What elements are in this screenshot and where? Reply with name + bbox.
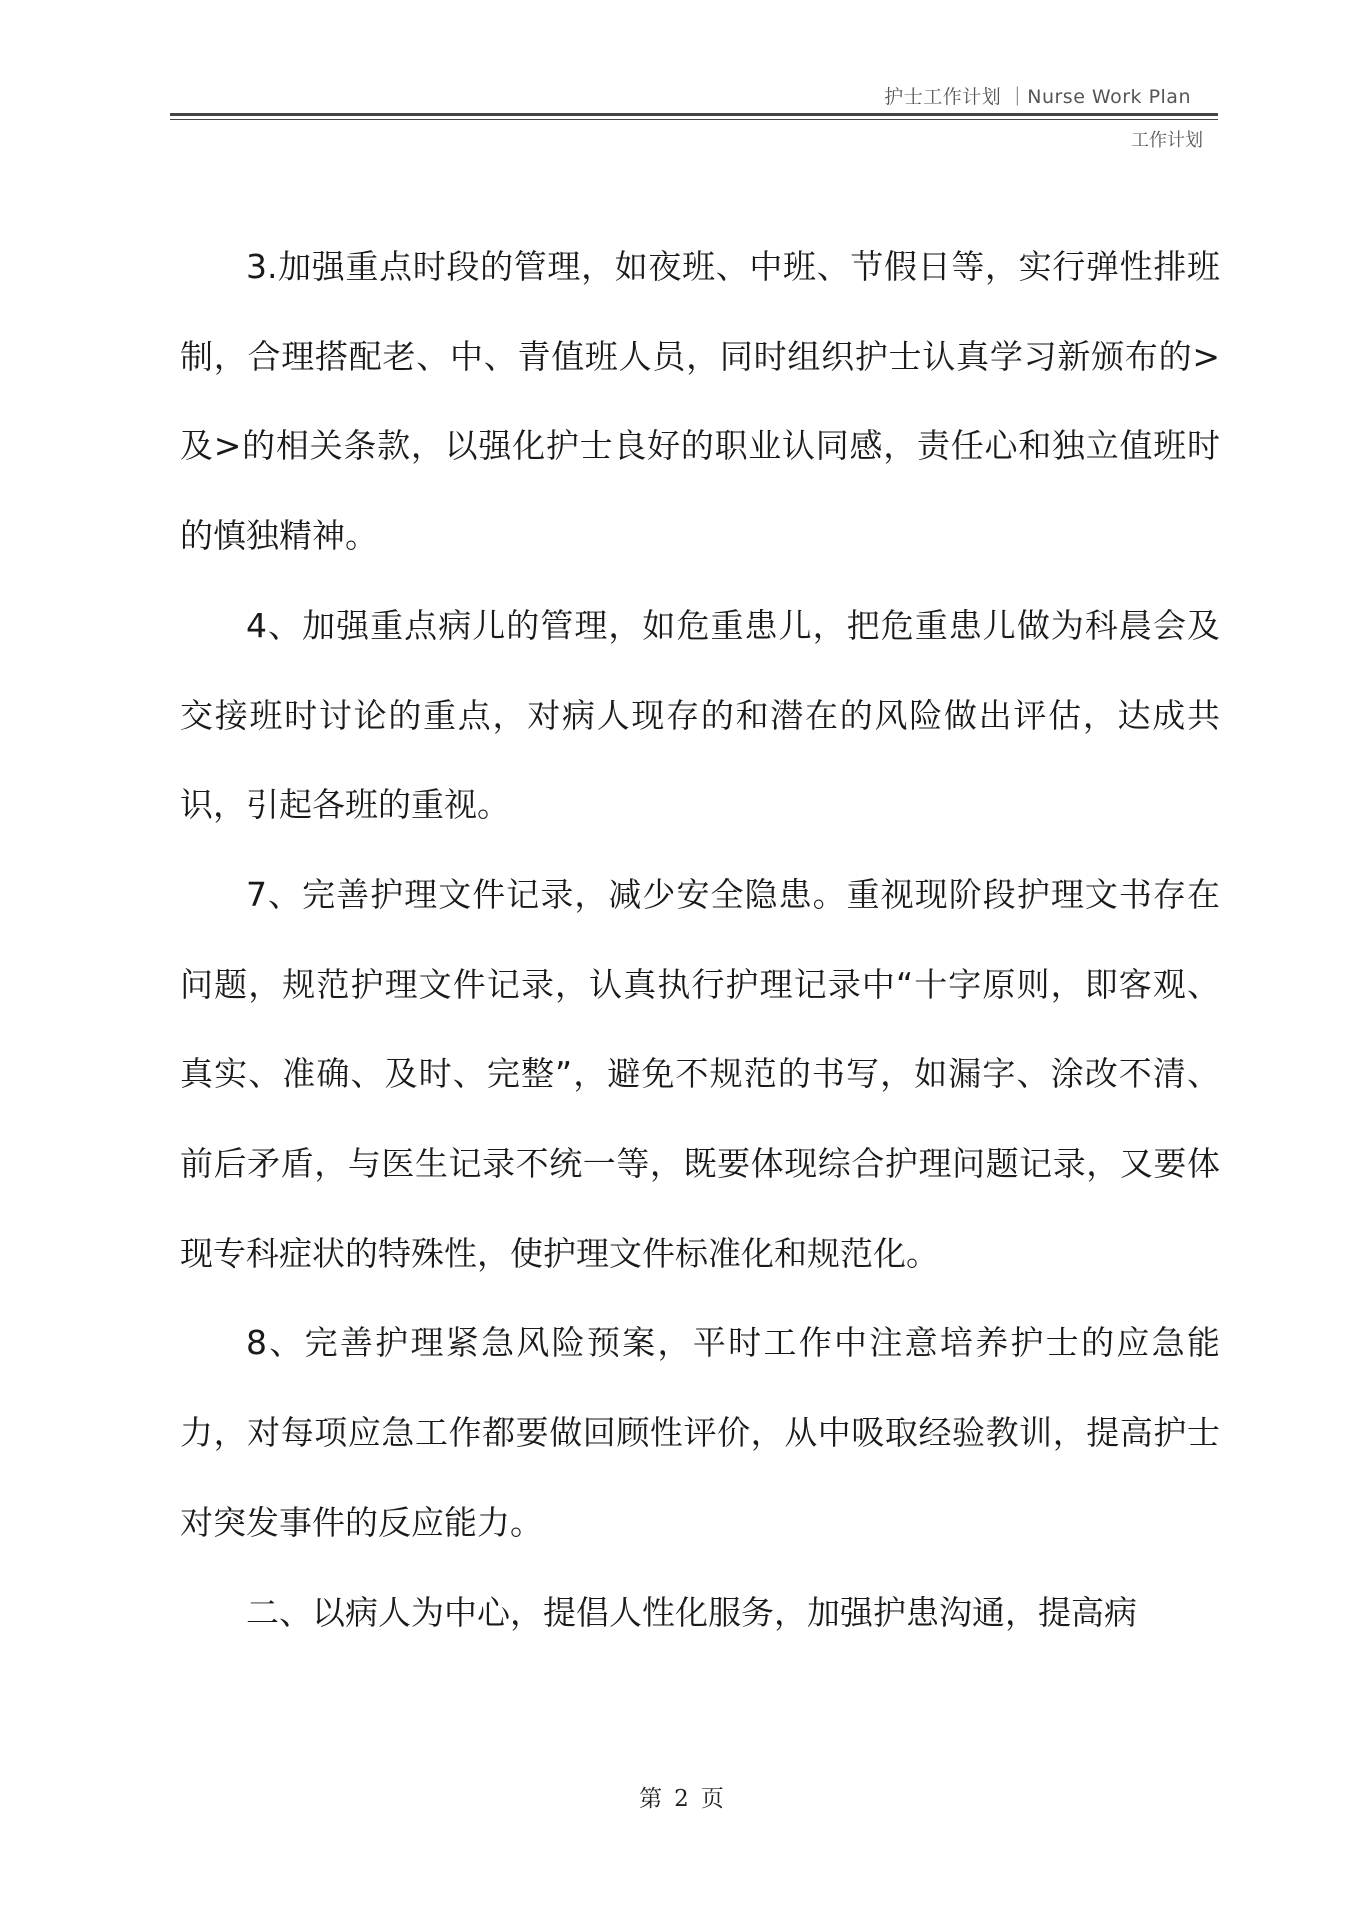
page-label-suffix: 页 <box>700 1786 724 1812</box>
page-number: 2 <box>674 1786 689 1812</box>
header-divider <box>170 113 1218 116</box>
paragraph: 二、以病人为中心，提倡人性化服务，加强护患沟通，提高病 <box>246 1592 1137 1632</box>
header-divider-thin <box>170 119 1218 120</box>
paragraph: 8、完善护理紧急风险预案，平时工作中注意培养护士的应急能力，对每项应急工作都要做回顾性评价，从中吸取经验教训，提高护士对突发事件的反应能力。 <box>180 1323 1220 1542</box>
paragraph: 4、加强重点病儿的管理，如危重患儿，把危重患儿做为科晨会及交接班时讨论的重点，对病人现存的和潜在的风险做出评估，达成共识，引起各班的重视。 <box>180 605 1220 825</box>
paragraph: 7、完善护理文件记录，减少安全隐患。重视现阶段护理文书存在问题，规范护理文件记录，认真执行护理记录中“十字原则，即客观、真实、准确、及时、完整”，避免不规范的书写，如漏字、涂改不清、前后矛盾，与医生记录不统一等，既要体现综合护理问题记录，又要体现专科症状的特殊性，使护理文件标准化和规范化。 <box>180 874 1220 1273</box>
document-body <box>180 222 1220 1657</box>
paragraph: 3.加强重点时段的管理，如夜班、中班、节假日等，实行弹性排班制，合理搭配老、中、青值班人员，同时组织护士认真学习新颁布的>及>的相关条款，以强化护士良好的职业认同感，责任心和独立值班时的慎独精神。 <box>180 247 1220 556</box>
page-label-prefix: 第 <box>639 1786 663 1812</box>
header-title: 护士工作计划 ｜Nurse Work Plan <box>884 86 1191 108</box>
page-footer <box>0 1780 1363 1813</box>
header-subtitle: 工作计划 <box>1131 130 1203 151</box>
